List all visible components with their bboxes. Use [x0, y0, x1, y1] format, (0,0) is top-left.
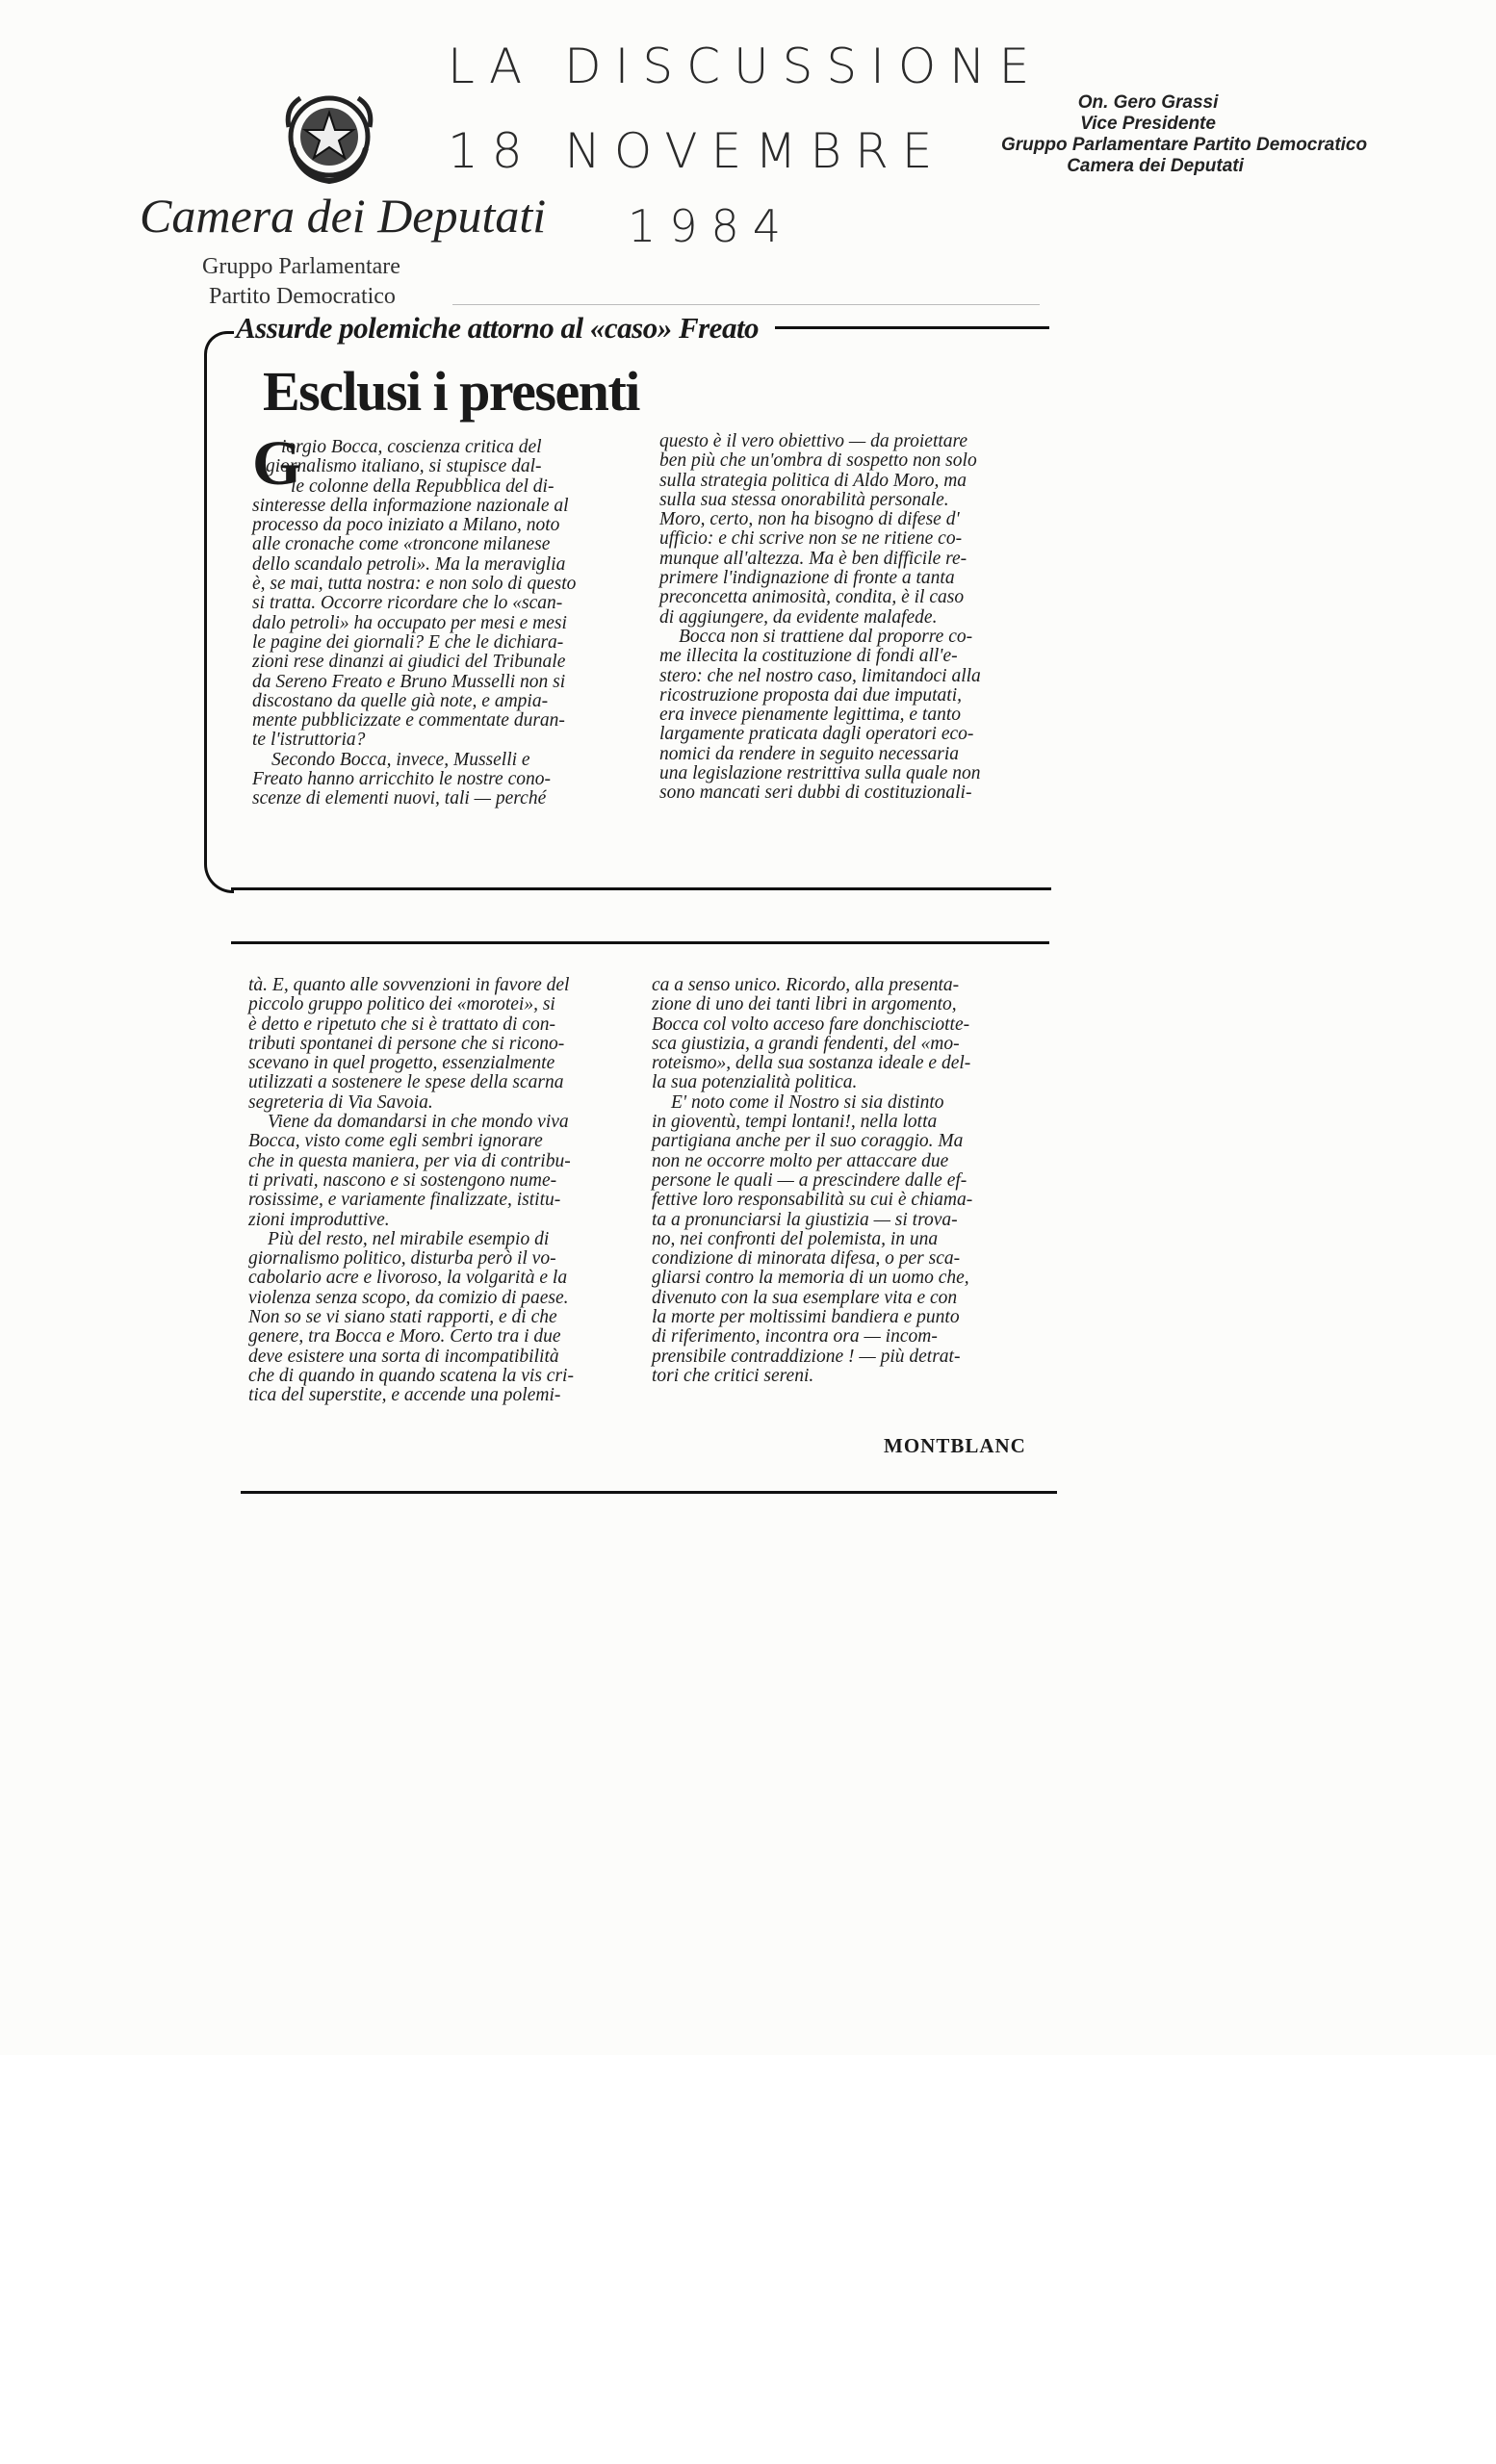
article-line: la morte per moltissimi bandiera e punto	[652, 1307, 960, 1328]
article-line: ufficio: e chi scrive non se ne ritiene co-	[659, 528, 963, 550]
article-line: le pagine dei giornali? E che le dichiara-	[252, 631, 564, 653]
article-line: scevano in quel progetto, essenzialmente	[248, 1053, 555, 1074]
article-line: una legislazione restrittiva sulla quale non	[659, 763, 981, 784]
article-line: deve esistere una sorta di incompatibilità	[248, 1346, 559, 1367]
article-line: in gioventù, tempi lontani!, nella lotta	[652, 1112, 938, 1133]
article-line: di riferimento, incontra ora — incom-	[652, 1326, 938, 1348]
article-line: giornalismo italiano, si stupisce dal-	[266, 456, 542, 477]
article-line: fettive loro responsabilità su cui è chiama-	[652, 1190, 973, 1211]
article-line: sulla strategia politica di Aldo Moro, ma	[659, 470, 967, 491]
article-line: Moro, certo, non ha bisogno di difese d'	[659, 509, 960, 530]
article-line: sulla sua stessa onorabilità personale.	[659, 489, 949, 510]
article-line: ben più che un'ombra di sospetto non solo	[659, 450, 977, 472]
article-line: zioni rese dinanzi ai giudici del Tribunale	[252, 652, 566, 673]
article-line: non ne occorre molto per attaccare due	[652, 1150, 949, 1171]
article-line: ti privati, nascono e si sostengono nume-	[248, 1169, 557, 1191]
article-line: tributi spontanei di persone che si ricono-	[248, 1033, 565, 1054]
article-frame	[204, 331, 234, 893]
article-line: che in questa maniera, per via di contribu-	[248, 1150, 571, 1171]
article-line: ta a pronunciarsi la giustizia — si trova-	[652, 1209, 958, 1230]
article-line: partigiana anche per il suo coraggio. Ma	[652, 1131, 964, 1152]
letterhead-divider	[452, 304, 1040, 305]
column-top-left	[252, 438, 576, 809]
article-line: Bocca col volto acceso fare donchisciotte-	[652, 1014, 970, 1035]
article-line: E' noto come il Nostro si sia distinto	[671, 1091, 944, 1113]
handwritten-newspaper-name: LA DISCUSSIONE	[448, 38, 1044, 94]
article-line: è detto e ripetuto che si è trattato di con-	[248, 1014, 555, 1035]
article-line: scenze di elementi nuovi, tali — perché	[252, 788, 547, 809]
article-kicker: Assurde polemiche attorno al «caso» Freato	[236, 311, 760, 345]
article-line: condizione di minorata difesa, o per sca-	[652, 1248, 961, 1270]
article-line: gliarsi contro la memoria di un uomo che,	[652, 1268, 969, 1289]
kicker-rule	[775, 326, 1049, 329]
article-line: discostano da quelle già note, e ampia-	[252, 690, 549, 711]
handwritten-year: 1984	[628, 200, 795, 252]
article-line: no, nei confronti del polemista, in una	[652, 1228, 939, 1249]
article-line: Non so se vi siano stati rapporti, e di che	[248, 1307, 557, 1328]
article-line: che di quando in quando scatena la vis cri-	[248, 1365, 574, 1386]
article-line: persone le quali — a prescindere dalle ef-	[652, 1169, 967, 1191]
article-line: zioni improduttive.	[248, 1209, 390, 1230]
drop-cap: G	[252, 428, 302, 499]
article-line: la sua potenzialità politica.	[652, 1072, 858, 1093]
article-line: sono mancati seri dubbi di costituzionali-	[659, 783, 972, 804]
article-line: preconcetta animosità, condita, è il caso	[659, 587, 965, 608]
article-headline: Esclusi i presenti	[263, 360, 639, 423]
article-line: primere l'indignazione di fronte a tanta	[659, 568, 955, 589]
article-line: zione di uno dei tanti libri in argomento,	[652, 994, 957, 1015]
sig-role: Vice Presidente	[1080, 114, 1216, 134]
article-line: ricostruzione proposta dai due imputati,	[659, 684, 962, 706]
article-line: roteismo», della sua sostanza ideale e del-	[652, 1053, 971, 1074]
sig-chamber: Camera dei Deputati	[1067, 156, 1244, 176]
article-line: stero: che nel nostro caso, limitandoci alla	[659, 665, 981, 686]
article-line: Viene da domandarsi in che mondo viva	[268, 1112, 569, 1133]
article-line: sinteresse della informazione nazionale al	[252, 495, 569, 516]
article-line: alle cronache come «troncone milanese	[252, 534, 551, 555]
article-line: largamente praticata dagli operatori eco-	[659, 724, 974, 745]
column-bottom-right	[652, 976, 972, 1386]
column-bottom-left	[248, 976, 574, 1406]
article-line: Bocca non si trattiene dal proporre co-	[679, 626, 973, 647]
article-line: si tratta. Occorre ricordare che lo «scan-	[252, 593, 563, 614]
article-line: tori che critici sereni.	[652, 1365, 814, 1386]
continuation-top-rule	[231, 941, 1049, 944]
sig-group: Gruppo Parlamentare Partito Democratico	[1001, 135, 1368, 155]
article-line: di aggiungere, da evidente malafede.	[659, 606, 938, 628]
article-line: tica del superstite, e accende una polemi-	[248, 1385, 561, 1406]
article-line: Secondo Bocca, invece, Musselli e	[271, 749, 530, 770]
article-line: Bocca, visto come egli sembri ignorare	[248, 1131, 543, 1152]
article-line: questo è il vero obiettivo — da proiettare	[659, 431, 968, 451]
article-line: violenza senza scopo, da comizio di paese.	[248, 1287, 569, 1308]
article-line: nomici da rendere in seguito necessaria	[659, 743, 960, 764]
article-line: giornalismo politico, disturba però il vo-	[248, 1248, 556, 1270]
italian-republic-emblem-icon	[281, 89, 377, 185]
article-line: dalo petroli» ha occupato per mesi e mesi	[252, 612, 567, 633]
chamber-name: Camera dei Deputati	[140, 189, 547, 243]
article-line: è, se mai, tutta nostra: e non solo di questo	[252, 574, 577, 595]
article-byline: MONTBLANC	[884, 1434, 1026, 1457]
article-line: piccolo gruppo politico dei «morotei», si	[248, 994, 555, 1015]
article-line: ca a senso unico. Ricordo, alla presenta-	[652, 975, 960, 995]
article-line: segreteria di Via Savoia.	[248, 1091, 433, 1113]
article-line: Più del resto, nel mirabile esempio di	[268, 1228, 550, 1249]
article-line: dello scandalo petroli». Ma la meraviglia	[252, 553, 566, 575]
article-line: cabolario acre e livoroso, la volgarità e la	[248, 1268, 568, 1289]
article-line: me illecita la costituzione di fondi all'e-	[659, 646, 958, 667]
article-line: divenuto con la sua esemplare vita e con	[652, 1287, 958, 1308]
article-line: sca giustizia, a grandi fendenti, del «mo-	[652, 1033, 960, 1054]
article-line: iorgio Bocca, coscienza critica del	[281, 437, 542, 457]
continuation-bottom-rule	[241, 1491, 1057, 1494]
article-line: utilizzati a sostenere le spese della scarna	[248, 1072, 564, 1093]
article-line: mente pubblicizzate e commentate duran-	[252, 710, 565, 732]
article-line: processo da poco iniziato a Milano, noto	[252, 515, 560, 536]
group-line-1: Gruppo Parlamentare	[202, 254, 400, 279]
column-top-right	[659, 432, 981, 804]
article-line: tà. E, quanto alle sovvenzioni in favore del	[248, 975, 570, 995]
article-line: prensibile contraddizione ! — più detrat-	[652, 1346, 961, 1367]
signature-block	[794, 92, 1367, 177]
article-line: era invece pienamente legittima, e tanto	[659, 705, 961, 726]
article-line: rosissime, e variamente finalizzate, istitu-	[248, 1190, 561, 1211]
article-line: Freato hanno arricchito le nostre cono-	[252, 769, 551, 790]
article-line: da Sereno Freato e Bruno Musselli non si	[252, 671, 566, 692]
article-line: te l'istruttoria?	[252, 730, 366, 751]
sig-name: On. Gero Grassi	[1077, 92, 1219, 113]
group-line-2: Partito Democratico	[209, 284, 396, 309]
article-line: le colonne della Repubblica del di-	[291, 475, 555, 497]
article-line: munque all'altezza. Ma è ben difficile re-	[659, 548, 967, 569]
article-line: genere, tra Bocca e Moro. Certo tra i due	[248, 1326, 561, 1348]
handwritten-date: 18 NOVEMBRE	[448, 123, 946, 179]
article-frame-bottom	[231, 887, 1051, 890]
